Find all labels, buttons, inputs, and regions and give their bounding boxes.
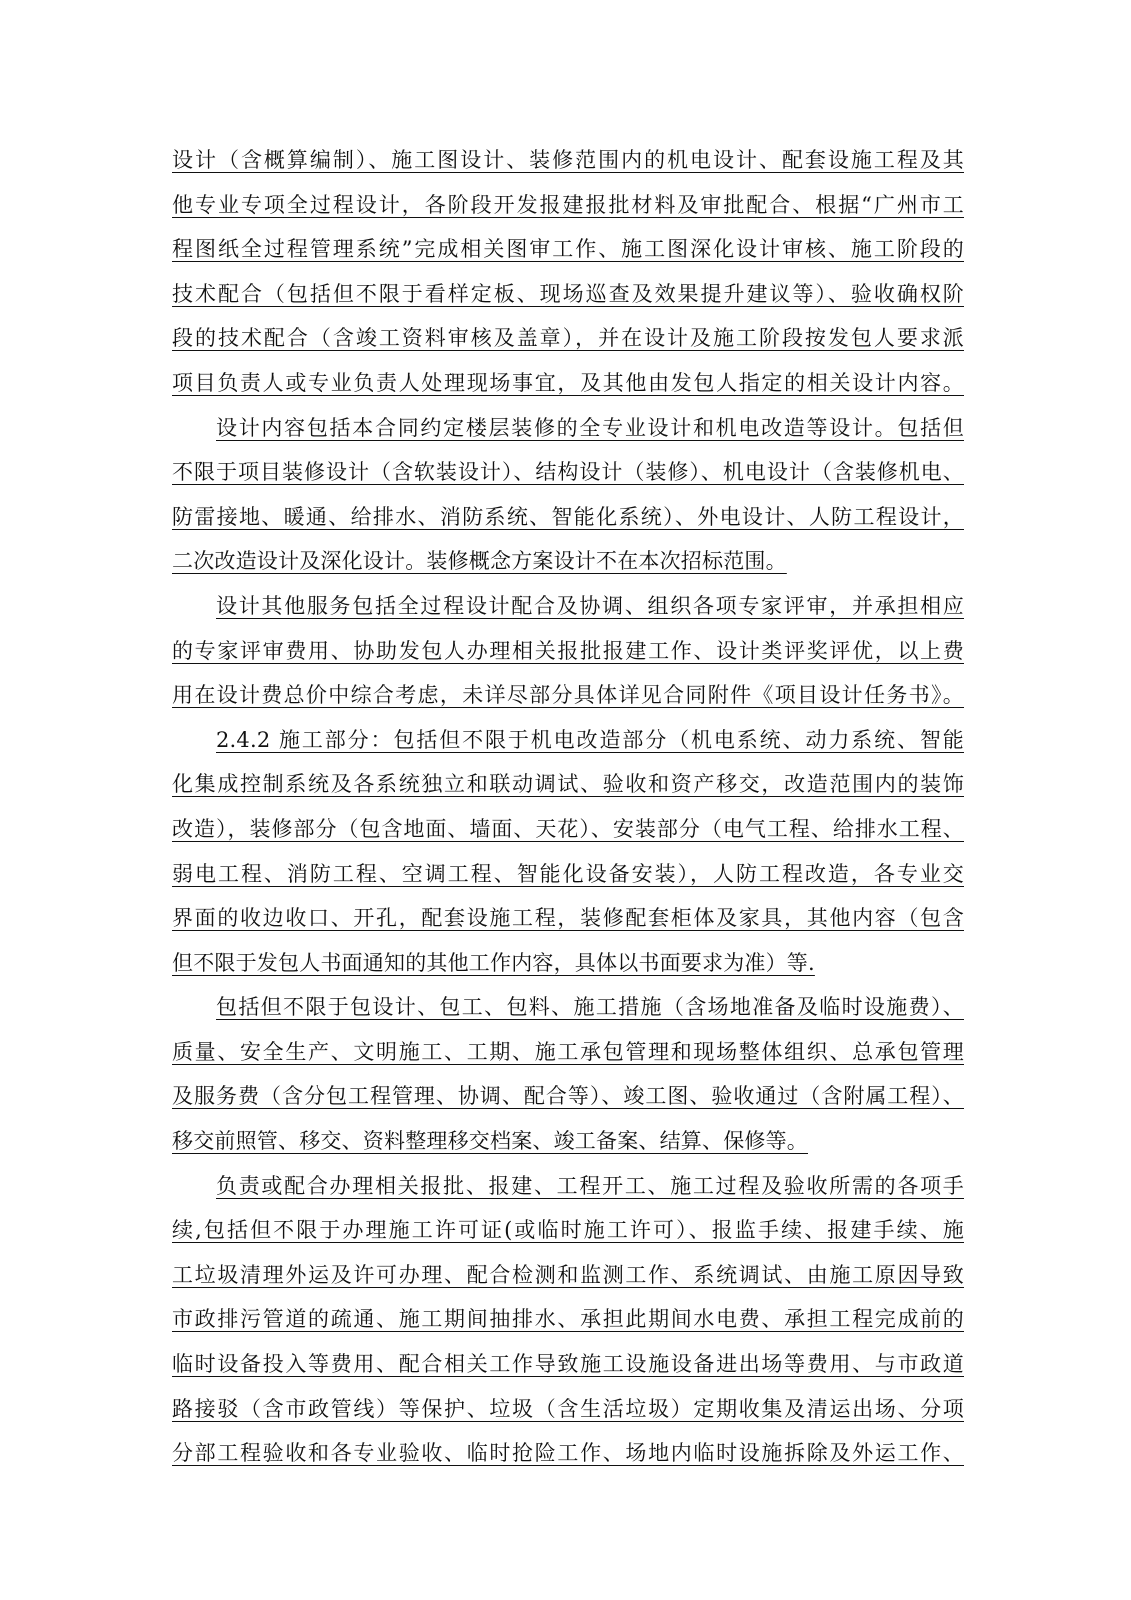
text-line: 移交前照管、移交、资料整理移交档案、竣工备案、结算、保修等。 (172, 1129, 808, 1154)
text-line: 弱电工程、消防工程、空调工程、智能化设备安装），人防工程改造，各专业交 (172, 861, 964, 886)
paragraph-approvals-procedures (172, 1164, 964, 1476)
text-line: 负责或配合办理相关报批、报建、工程开工、施工过程及验收所需的各项手 (216, 1173, 964, 1198)
paragraph-design-other-services (172, 584, 964, 718)
paragraph-design-content (172, 406, 964, 584)
text-line: 但不限于发包人书面通知的其他工作内容，具体以书面要求为准）等. (172, 950, 815, 975)
text-line: 分部工程验收和各专业验收、临时抢险工作、场地内临时设施拆除及外运工作、 (172, 1441, 964, 1466)
text-line: 工垃圾清理外运及许可办理、配合检测和监测工作、系统调试、由施工原因导致 (172, 1262, 964, 1287)
text-line: 二次改造设计及深化设计。装修概念方案设计不在本次招标范围。 (172, 549, 787, 574)
body-text (172, 138, 964, 1476)
text-line: 路接驳（含市政管线）等保护、垃圾（含生活垃圾）定期收集及清运出场、分项 (172, 1396, 964, 1421)
text-line: 质量、安全生产、文明施工、工期、施工承包管理和现场整体组织、总承包管理 (172, 1039, 964, 1064)
text-line: 程图纸全过程管理系统”完成相关图审工作、施工图深化设计审核、施工阶段的 (172, 237, 964, 262)
text-line: 市政排污管道的疏通、施工期间抽排水、承担此期间水电费、承担工程完成前的 (172, 1307, 964, 1332)
text-line: 续,包括但不限于办理施工许可证(或临时施工许可）、报监手续、报建手续、施 (172, 1218, 964, 1243)
text-line: 化集成控制系统及各系统独立和联动调试、验收和资产移交，改造范围内的装饰 (172, 772, 964, 797)
text-line: 改造），装修部分（包含地面、墙面、天花）、安装部分（电气工程、给排水工程、 (172, 816, 964, 841)
text-line: 用在设计费总价中综合考虑，未详尽部分具体详见合同附件《项目设计任务书》。 (172, 683, 964, 708)
text-line: 的专家评审费用、协助发包人办理相关报批报建工作、设计类评奖评优，以上费 (172, 638, 964, 663)
text-line: 不限于项目装修设计（含软装设计）、结构设计（装修）、机电设计（含装修机电、 (172, 460, 964, 485)
text-line: 项目负责人或专业负责人处理现场事宜，及其他由发包人指定的相关设计内容。 (172, 370, 964, 395)
text-line: 包括但不限于包设计、包工、包料、施工措施（含场地准备及临时设施费）、 (216, 995, 964, 1020)
text-line: 2.4.2 施工部分：包括但不限于机电改造部分（机电系统、动力系统、智能 (216, 727, 964, 752)
paragraph-design-scope-continued (172, 138, 964, 406)
text-line: 设计内容包括本合同约定楼层装修的全专业设计和机电改造等设计。包括但 (216, 415, 964, 440)
text-line: 临时设备投入等费用、配合相关工作导致施工设施设备进出场等费用、与市政道 (172, 1352, 964, 1377)
text-line: 段的技术配合（含竣工资料审核及盖章），并在设计及施工阶段按发包人要求派 (172, 326, 964, 351)
paragraph-contract-inclusions (172, 985, 964, 1163)
text-line: 防雷接地、暖通、给排水、消防系统、智能化系统）、外电设计、人防工程设计， (172, 504, 964, 529)
text-line: 他专业专项全过程设计，各阶段开发报建报批材料及审批配合、根据“广州市工 (172, 192, 964, 217)
text-line: 设计其他服务包括全过程设计配合及协调、组织各项专家评审，并承担相应 (216, 593, 964, 618)
paragraph-construction-scope (172, 718, 964, 986)
text-line: 界面的收边收口、开孔，配套设施工程，装修配套柜体及家具，其他内容（包含 (172, 906, 964, 931)
text-line: 设计（含概算编制）、施工图设计、装修范围内的机电设计、配套设施工程及其 (172, 148, 964, 172)
text-line: 技术配合（包括但不限于看样定板、现场巡查及效果提升建议等）、验收确权阶 (172, 281, 964, 306)
text-line: 及服务费（含分包工程管理、协调、配合等）、竣工图、验收通过（含附属工程）、 (172, 1084, 964, 1109)
